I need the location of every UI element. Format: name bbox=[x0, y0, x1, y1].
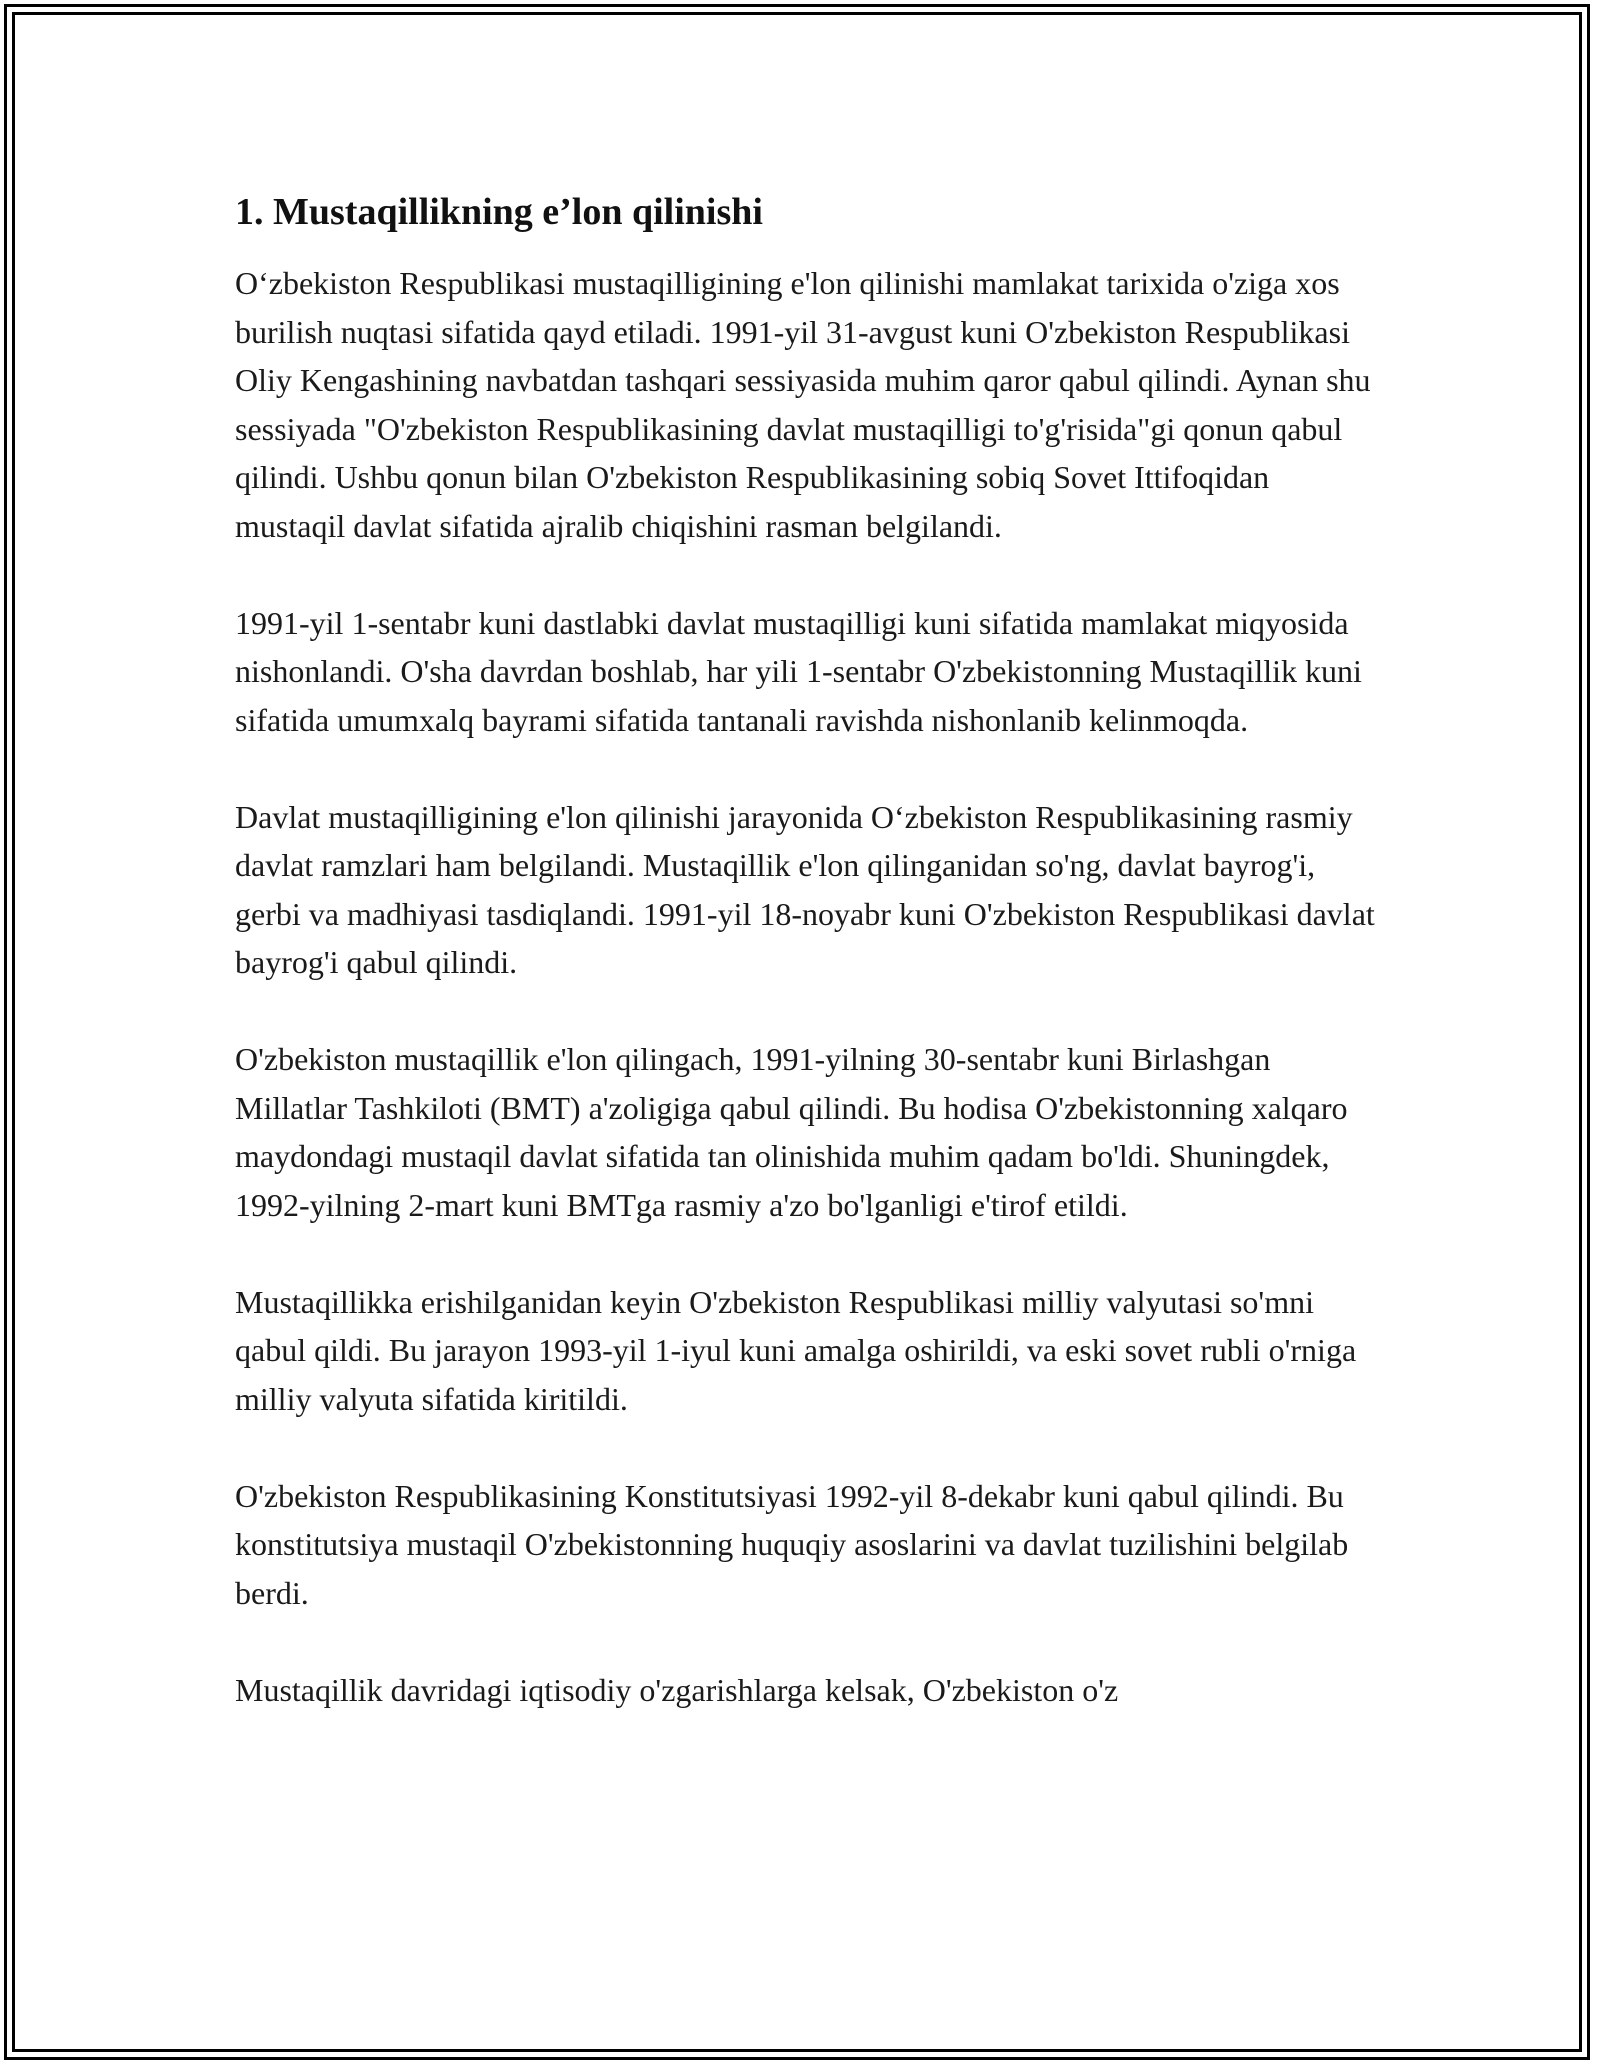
document-body bbox=[235, 188, 1385, 1763]
paragraph-national-currency: Mustaqillikka erishilganidan keyin O'zbekiston Respublikasi milliy valyutasi so'mni qabul qildi. Bu jarayon 1993-yil 1-iyul kuni amalga oshirildi, va eski sovet rubli o'rniga milliy valyuta sifatida kiritildi. bbox=[235, 1283, 1357, 1417]
paragraph-state-symbols: Davlat mustaqilligining e'lon qilinishi jarayonida O‘zbekiston Respublikasining rasmiy davlat ramzlari ham belgilandi. Mustaqillik e'lon qilinganidan so'ng, davlat bayrog'i, gerbi va madhiyasi tasdiqlandi. 1991-yil 18-noyabr kuni O'zbekiston Respublikasi davlat bayrog'i qabul qilindi. bbox=[235, 798, 1375, 980]
paragraph-independence-declaration: O‘zbekiston Respublikasi mustaqilligining e'lon qilinishi mamlakat tarixida o'ziga xos burilish nuqtasi sifatida qayd etiladi. 1991-yil 31-avgust kuni O'zbekiston Respublikasi Oliy Kengashining navbatdan tashqari sessiyasida muhim qaror qabul qilindi. Aynan shu sessiyada "O'zbekiston Respublikasining davlat mustaqilligi to'g'risida"gi qonun qabul qilindi. Ushbu qonun bilan O'zbekiston Respublikasining sobiq Sovet Ittifoqidan mustaqil davlat sifatida ajralib chiqishini rasman belgilandi. bbox=[235, 265, 1371, 544]
paragraph-constitution: O'zbekiston Respublikasining Konstitutsiyasi 1992-yil 8-dekabr kuni qabul qilindi. Bu konstitutsiya mustaqil O'zbekistonning huquqiy asoslarini va davlat tuzilishini belgilab berdi. bbox=[235, 1477, 1349, 1611]
paragraph-un-membership: O'zbekiston mustaqillik e'lon qilingach, 1991-yilning 30-sentabr kuni Birlashgan Millatlar Tashkiloti (BMT) a'zoligiga qabul qilindi. Bu hodisa O'zbekistonning xalqaro maydondagi mustaqil davlat sifatida tan olinishida muhim qadam bo'ldi. Shuningdek, 1992-yilning 2-mart kuni BMTga rasmiy a'zo bo'lganligi e'tirof etildi. bbox=[235, 1041, 1348, 1223]
section-heading: 1. Mustaqillikning e’lon qilinishi bbox=[235, 191, 763, 233]
paragraph-economic-changes: Mustaqillik davridagi iqtisodiy o'zgarishlarga kelsak, O'zbekiston o'z bbox=[235, 1671, 1119, 1708]
paragraph-independence-day: 1991-yil 1-sentabr kuni dastlabki davlat mustaqilligi kuni sifatida mamlakat miqyosida nishonlandi. O'sha davrdan boshlab, har yili 1-sentabr O'zbekistonning Mustaqillik kuni sifatida umumxalq bayrami sifatida tantanali ravishda nishonlanib kelinmoqda. bbox=[235, 604, 1362, 738]
